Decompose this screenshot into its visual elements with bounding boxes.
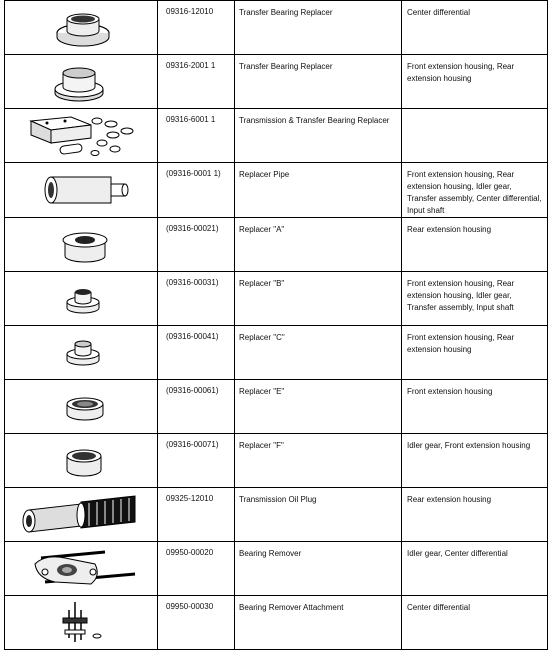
- part-number: (09316-00031): [158, 272, 235, 326]
- part-number: 09316-6001 1: [158, 109, 235, 163]
- table-row: [5, 542, 548, 596]
- illustration-cell: [5, 272, 158, 326]
- special-tools-table: [4, 0, 548, 650]
- tool-use: Center differential: [402, 1, 548, 55]
- replacer-f-icon: [5, 434, 157, 487]
- tool-use: Front extension housing: [402, 380, 548, 434]
- tool-use: Idler gear, Front extension housing: [402, 434, 548, 488]
- table-row: [5, 272, 548, 326]
- illustration-cell: [5, 55, 158, 109]
- replacer-b-icon: [5, 272, 157, 325]
- tool-name: Replacer "C": [235, 326, 402, 380]
- replacer-a-icon: [5, 218, 157, 271]
- tool-use: Center differential: [402, 596, 548, 650]
- replacer-set-icon: [5, 109, 157, 162]
- table-row: [5, 55, 548, 109]
- illustration-cell: [5, 109, 158, 163]
- bearing-remover-icon: [5, 542, 157, 595]
- tool-use: Front extension housing, Rear extension housing: [402, 326, 548, 380]
- table-row: [5, 596, 548, 650]
- table-row: [5, 1, 548, 55]
- illustration-cell: [5, 218, 158, 272]
- part-number: (09316-00071): [158, 434, 235, 488]
- table-row: [5, 163, 548, 218]
- illustration-cell: [5, 488, 158, 542]
- tool-name: Replacer Pipe: [235, 163, 402, 218]
- replacer-pipe-icon: [5, 163, 157, 216]
- table-row: [5, 380, 548, 434]
- tool-name: Replacer "F": [235, 434, 402, 488]
- illustration-cell: [5, 434, 158, 488]
- tool-use: Front extension housing, Rear extension housing: [402, 55, 548, 109]
- illustration-cell: [5, 542, 158, 596]
- part-number: (09316-00061): [158, 380, 235, 434]
- remover-attachment-icon: [5, 596, 157, 649]
- illustration-cell: [5, 163, 158, 218]
- tool-use: Front extension housing, Rear extension housing, Idler gear, Transfer assembly, Input shaft: [402, 272, 548, 326]
- illustration-cell: [5, 326, 158, 380]
- tool-name: Replacer "A": [235, 218, 402, 272]
- ring-replacer-icon: [5, 1, 157, 54]
- table-row: [5, 218, 548, 272]
- cup-replacer-icon: [5, 55, 157, 108]
- tool-use: Rear extension housing: [402, 218, 548, 272]
- tool-use: Rear extension housing: [402, 488, 548, 542]
- part-number: 09950-00020: [158, 542, 235, 596]
- tool-name: Replacer "E": [235, 380, 402, 434]
- part-number: 09316-2001 1: [158, 55, 235, 109]
- tool-name: Transfer Bearing Replacer: [235, 55, 402, 109]
- tool-name: Bearing Remover Attachment: [235, 596, 402, 650]
- replacer-e-icon: [5, 380, 157, 433]
- illustration-cell: [5, 596, 158, 650]
- table-row: [5, 326, 548, 380]
- illustration-cell: [5, 1, 158, 55]
- tool-name: Transfer Bearing Replacer: [235, 1, 402, 55]
- tool-use: [402, 109, 548, 163]
- part-number: 09325-12010: [158, 488, 235, 542]
- tool-name: Transmission & Transfer Bearing Replacer: [235, 109, 402, 163]
- tool-name: Transmission Oil Plug: [235, 488, 402, 542]
- illustration-cell: [5, 380, 158, 434]
- part-number: 09950-00030: [158, 596, 235, 650]
- tool-name: Replacer "B": [235, 272, 402, 326]
- tool-use: Idler gear, Center differential: [402, 542, 548, 596]
- tool-use: Front extension housing, Rear extension housing, Idler gear, Transfer assembly, Center differential, Input shaft: [402, 163, 548, 218]
- replacer-c-icon: [5, 326, 157, 379]
- part-number: (09316-00041): [158, 326, 235, 380]
- part-number: (09316-00021): [158, 218, 235, 272]
- table-row: [5, 488, 548, 542]
- oil-plug-icon: [5, 488, 157, 541]
- part-number: 09316-12010: [158, 1, 235, 55]
- tool-name: Bearing Remover: [235, 542, 402, 596]
- table-row: [5, 109, 548, 163]
- table-row: [5, 434, 548, 488]
- part-number: (09316-0001 1): [158, 163, 235, 218]
